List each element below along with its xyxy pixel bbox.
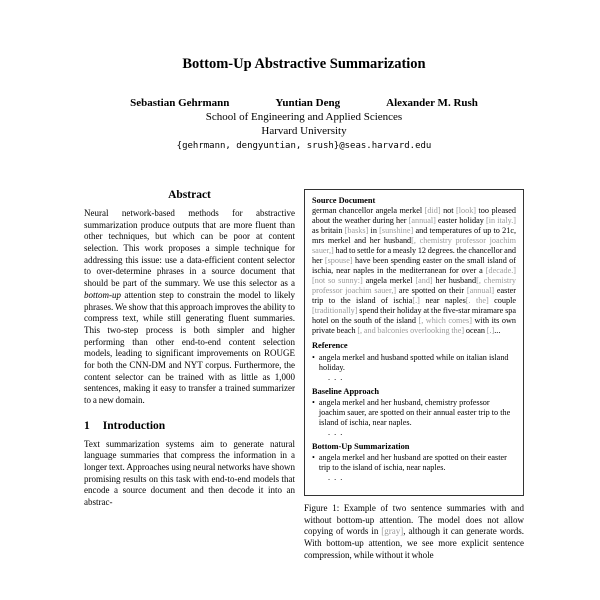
text-segment: angela merkel [365,276,416,286]
left-column [84,189,295,561]
masked-text-segment: [decade.] [485,266,516,276]
masked-text-segment: [. the] [465,296,495,306]
figure-1-caption [304,503,524,561]
source-document-text [312,206,516,336]
source-document-heading: Source Document [312,196,376,205]
masked-text-segment: [in italy.] [485,216,516,226]
text-segment: easter holiday [438,216,486,226]
bottomup-bullet-text: angela merkel and her husband are spotted on their easter trip to the island of ischia, near naples. [318,453,507,472]
masked-text-segment: [look] [456,206,479,216]
reference-bullet [312,353,516,373]
masked-text-segment: [annual] [466,286,497,296]
baseline-heading: Baseline Approach [312,386,380,396]
masked-text-segment: [, and balconies overlooking the] [357,326,466,336]
author-emails: {gehrmann, dengyuntian, srush}@seas.harvard.edu [176,141,432,151]
masked-text-segment: [, chemistry professor joachim sauer,] [312,276,516,296]
text-segment: had to settle for a measly 12 degrees. the chancellor and her [312,246,517,266]
masked-text-segment: [sunshine] [379,226,416,236]
masked-text-segment: [did] [424,206,444,216]
ellipsis-line: . . . [328,372,344,382]
author-row [84,97,524,109]
right-column [304,189,524,561]
masked-text-segment: [and] [415,276,436,286]
text-segment: as britain [312,226,345,236]
masked-text-segment: [traditionally] [312,306,360,316]
bullet-icon: • [312,352,315,362]
text-segment: couple [494,296,516,306]
two-column-body [84,189,524,561]
masked-text-segment: [, which comes] [418,316,475,326]
text-segment: , although it can generate words. With bottom-up attention, we see more explicit sentence compression, while without it whole [304,526,524,560]
masked-text-segment: [, chemistry professor joachim sauer,] [312,236,516,256]
text-segment: in [370,226,380,236]
text-segment: Neural network-based methods for abstractive summarization produce outputs that are more fluent than other techniques, but which can be poor at content selection. This work proposes a simple technique for addressing this issue: use a data-efficient content selector to over-determine phrases in a source document that should be part of the summary. We use this selector as a [84,208,295,289]
text-segment: and temperatures of up to 21c, mrs merkel and her husband [312,226,516,246]
figure-1-box [304,189,524,496]
affiliation-line-1: School of Engineering and Applied Sciences [205,111,403,123]
introduction-text: Text summarization systems aim to generate natural language summaries that compress the information in a longer text. Approaches using neural networks have shown promising results on this task with end-to-end models that encode a source document and then decode it into an abstrac- [84,438,295,508]
bottomup-bullet [312,453,516,473]
masked-text-segment: [basks] [344,226,371,236]
text-segment: german chancellor angela merkel [312,206,425,216]
abstract-text [84,208,295,407]
ellipsis-line: . . . [328,473,344,482]
section-title: Introduction [102,419,166,432]
ellipsis-line: . . . [328,427,344,437]
text-segment: ocean [465,326,487,336]
masked-text-segment: [not so sunny:] [312,276,366,286]
bullet-icon: • [312,453,315,462]
baseline-bullet-text: angela merkel and her husband, chemistry professor joachim sauer, are spotted on their annual easter trip to the island of ischia, near naples. [318,397,511,427]
section-heading-introduction [84,420,295,432]
text-segment: with its own private beach [312,316,516,336]
section-number: 1 [84,419,90,432]
bottomup-section [312,442,516,483]
text-segment: have been spending easter on the small island of ischia, near naples in the mediterranean for over a [312,256,516,276]
affiliation-line-2: Harvard University [261,125,347,137]
reference-bullet-text: angela merkel and husband spotted while on italian island holiday. [318,352,509,372]
abstract-heading: Abstract [168,189,211,201]
text-segment: her husband [435,276,477,286]
reference-section [312,341,516,382]
text-segment: bottom-up [84,289,121,300]
author-3: Alexander M. Rush [386,97,478,109]
author-2: Yuntian Deng [275,97,341,109]
text-segment: easter trip to the island of ischia [312,286,516,306]
text-segment: attention step to constrain the model to likely phrases. We show that this approach improves the ability to compress text, while still generating fluent summaries. This two-step process is both simpler and higher performing than other end-to-end content selection models, leading to significant improvements on ROUGE for both the CNN-DM and NYT corpus. Furthermore, the content selector can be trained with as little as 1,000 sentences, making it easy to transfer a trained summarizer to a new domain. [84,289,295,405]
masked-text-segment: [.] [486,326,495,336]
text-segment: ... [494,326,501,336]
bullet-icon: • [312,397,315,407]
bottomup-heading: Bottom-Up Summarization [312,441,410,451]
paper-title: Bottom-Up Abstractive Summarization [182,56,426,72]
text-segment: Figure 1: Example of two sentence summaries with and without bottom-up attention. The model does not allow copying of words in [304,503,524,537]
baseline-section [312,387,516,438]
reference-heading: Reference [312,341,348,351]
masked-text-segment: [spouse] [324,256,355,266]
text-segment: not [443,206,457,216]
text-segment: near naples [425,296,466,306]
masked-text-segment: [gray] [381,526,404,537]
text-segment: spend their holiday at the five-star miramare spa hotel on the south of the island [312,306,516,326]
text-segment: are spotted on their [398,286,467,296]
text-segment: too pleased about the weather during her [312,206,517,226]
author-1: Sebastian Gehrmann [130,97,230,109]
baseline-bullet [312,398,516,428]
masked-text-segment: [annual] [408,216,439,226]
masked-text-segment: [.] [412,296,426,306]
